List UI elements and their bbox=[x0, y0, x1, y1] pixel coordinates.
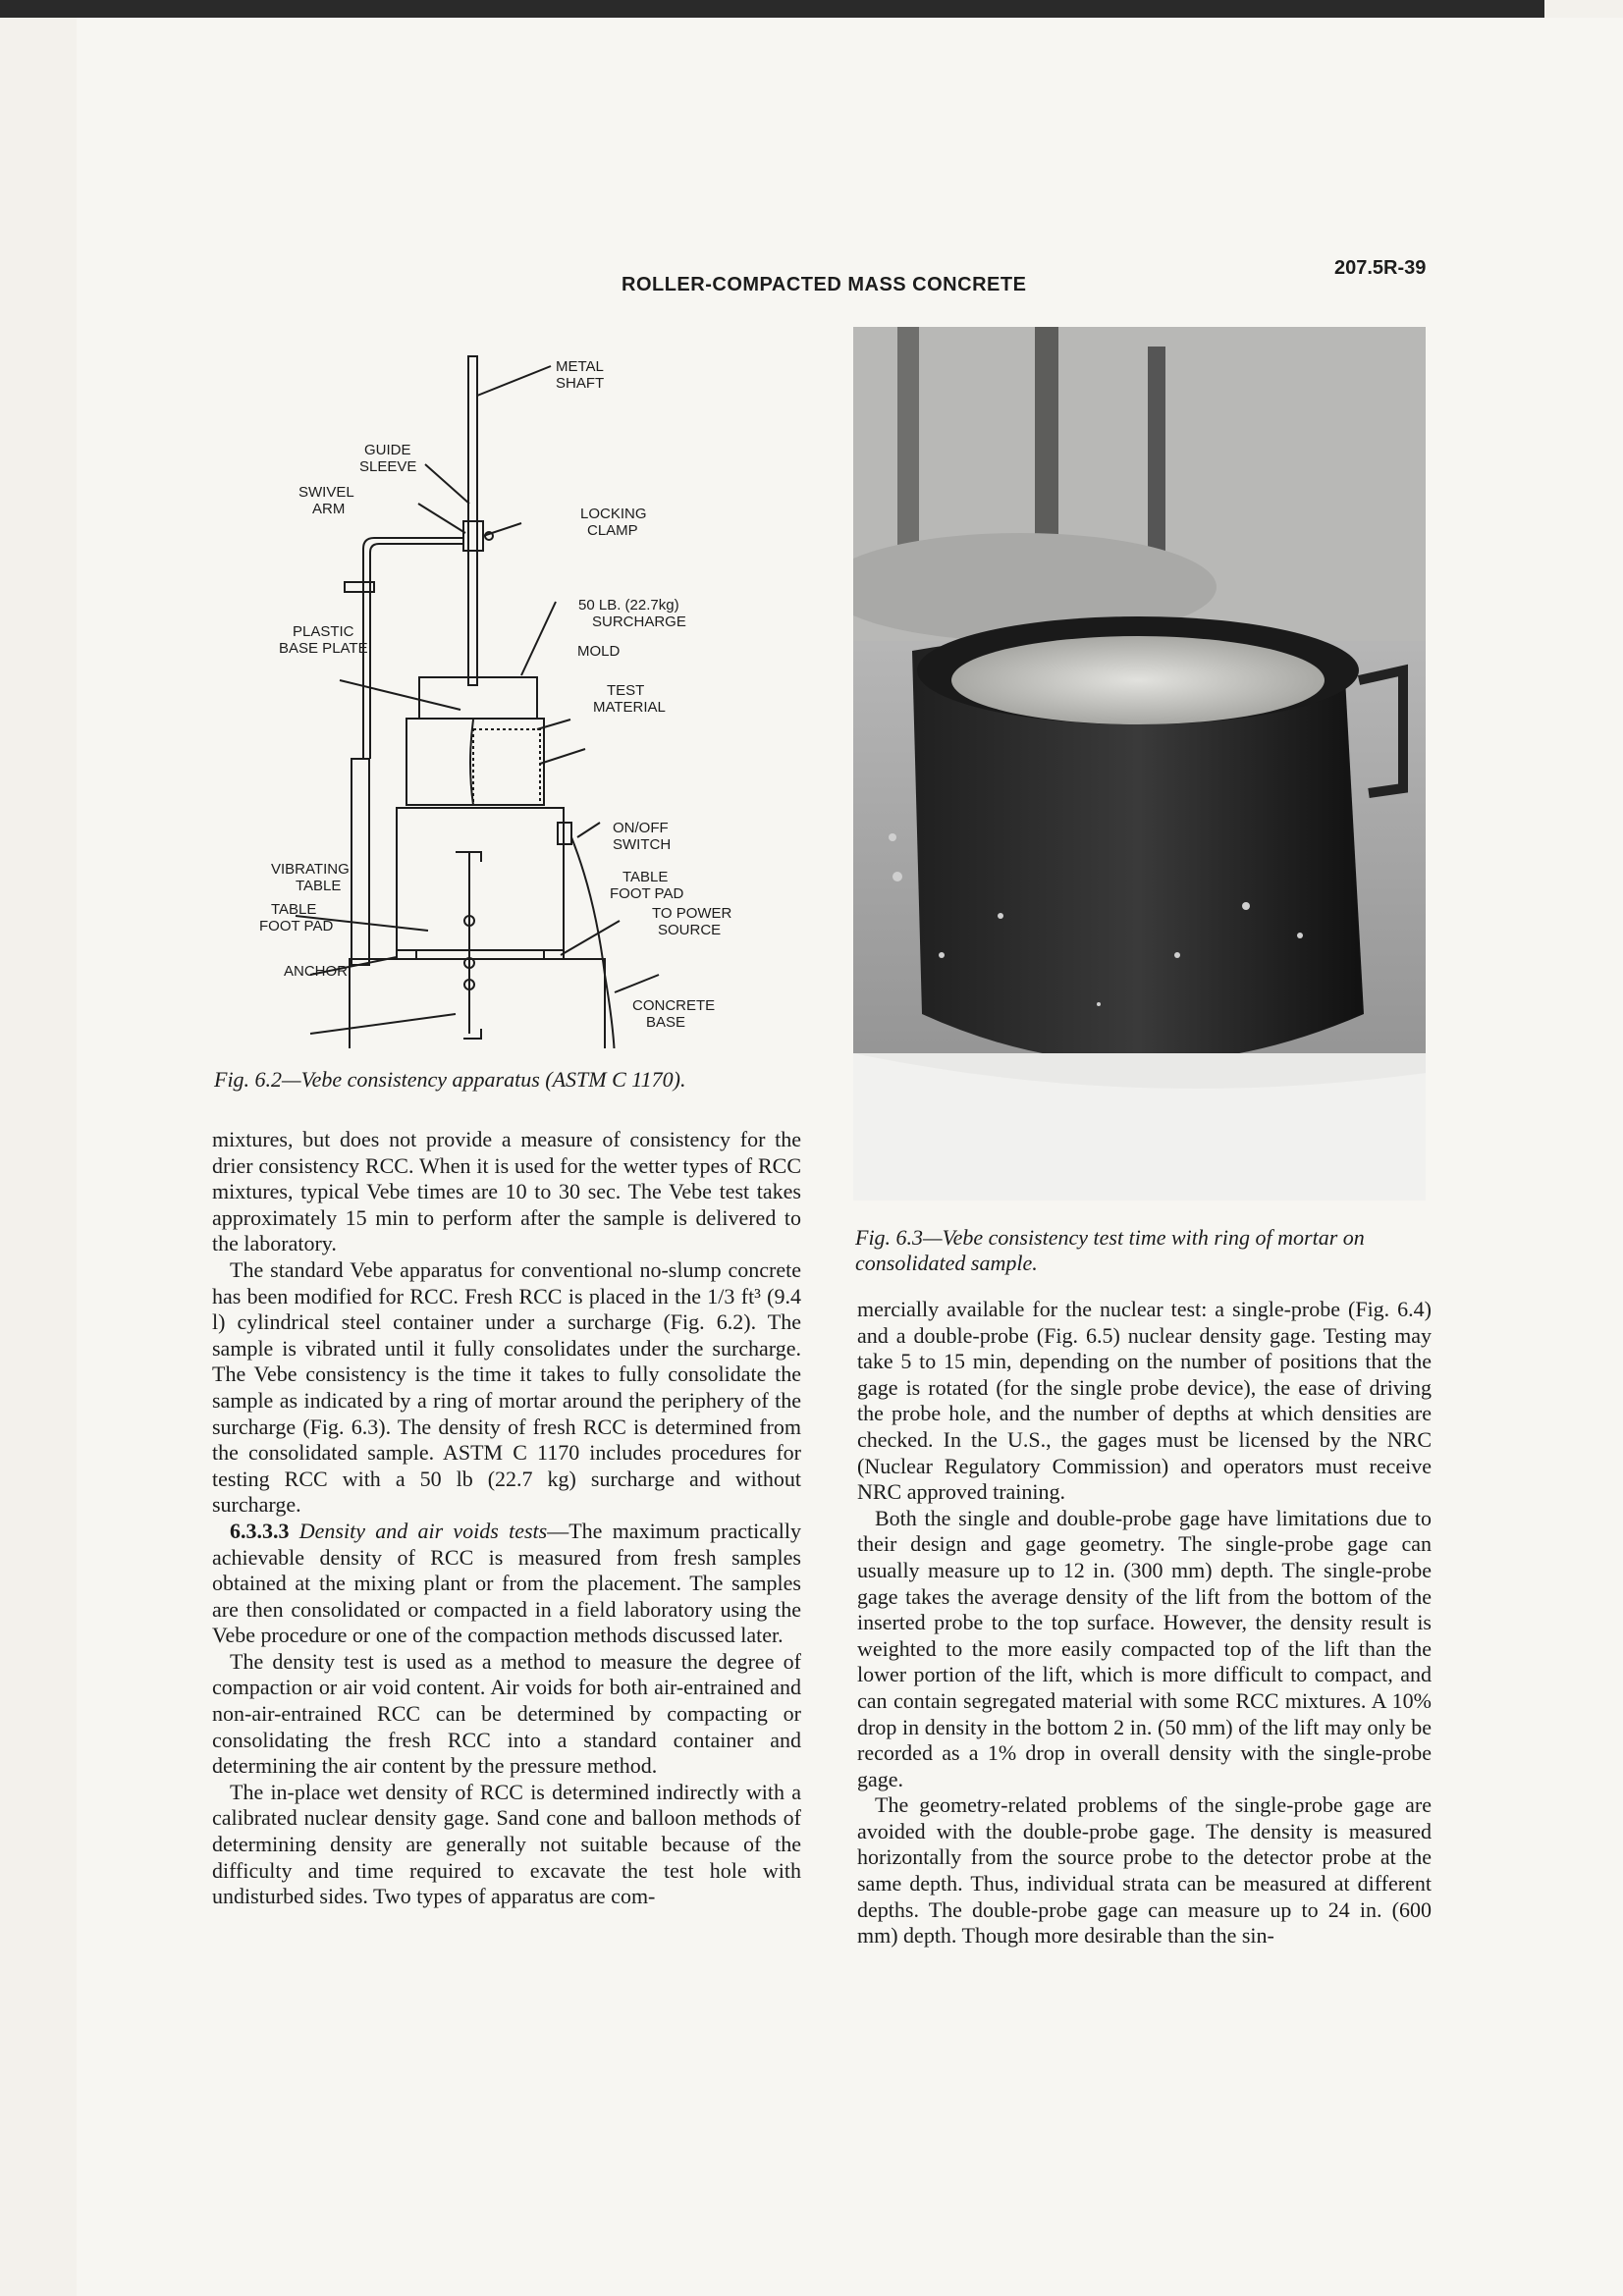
label-on-off-switch-1: ON/OFF bbox=[613, 820, 669, 836]
paragraph: The standard Vebe apparatus for conventional no-slump concrete has been modified for RCC. Fresh RCC is placed in the 1/3 ft³ (9.4 l) cylindrical steel container under a surcharge (Fig. 6.2). The sample is vibrated until it fully consolidates under the surcharge. The Vebe consistency is the time it takes to fully consolidate the sample as indicated by a ring of mortar around the periphery of the surcharge (Fig. 6.3). The density of fresh RCC is determined from the consolidated sample. ASTM C 1170 includes procedures for testing RCC with a 50 lb (22.7 kg) surcharge and without surcharge. bbox=[212, 1256, 801, 1518]
label-power-source-2: SOURCE bbox=[658, 922, 722, 938]
paragraph: The density test is used as a method to measure the degree of compaction or air void content. Air voids for both air-entrained and non-air-entrained RCC can be determined by compacting or consolidating the fresh RCC into a standard container and determining the air content by the pressure method. bbox=[212, 1648, 801, 1779]
page-number: 207.5R-39 bbox=[1334, 257, 1427, 279]
scan-border bbox=[0, 0, 1623, 18]
label-metal-shaft-1: METAL bbox=[556, 358, 604, 375]
paragraph: mixtures, but does not provide a measure of consistency for the drier consistency RCC. When it is used for the wetter types of RCC mixtures, typical Vebe times are 10 to 30 sec. The Vebe test takes approximately 15 min to perform after the sample is delivered to the laboratory. bbox=[212, 1127, 801, 1256]
label-mold: MOLD bbox=[577, 643, 621, 660]
section-title: Density and air voids tests bbox=[298, 1518, 548, 1543]
label-guide-sleeve-1: GUIDE bbox=[364, 442, 411, 458]
label-table-foot-pad-right-2: FOOT PAD bbox=[610, 885, 684, 902]
label-guide-sleeve-2: SLEEVE bbox=[359, 458, 417, 475]
left-column bbox=[212, 1127, 801, 1910]
label-test-material-1: TEST bbox=[607, 682, 645, 699]
label-plastic-base-plate-2: BASE PLATE bbox=[279, 640, 368, 657]
locking-clamp bbox=[463, 521, 483, 551]
label-surcharge-1: 50 LB. (22.7kg) bbox=[578, 597, 679, 614]
swivel-arm bbox=[363, 538, 463, 759]
label-power-source-1: TO POWER bbox=[652, 905, 732, 922]
figure-6-2-caption: Fig. 6.2—Vebe consistency apparatus (ASTM C 1170). bbox=[214, 1067, 686, 1092]
label-concrete-base-2: BASE bbox=[646, 1014, 686, 1031]
figure-6-3-caption: Fig. 6.3—Vebe consistency test time with ring of mortar on consolidated sample. bbox=[855, 1225, 1365, 1275]
label-anchor: ANCHOR bbox=[284, 963, 349, 980]
label-table-foot-pad-right-1: TABLE bbox=[622, 869, 669, 885]
label-plastic-base-plate-1: PLASTIC bbox=[293, 623, 354, 640]
label-swivel-arm-1: SWIVEL bbox=[298, 484, 354, 501]
label-metal-shaft-2: SHAFT bbox=[556, 375, 605, 392]
label-table-foot-pad-left-1: TABLE bbox=[271, 901, 317, 918]
right-column bbox=[857, 1297, 1432, 1949]
anchor-bolt bbox=[456, 852, 481, 1039]
mold bbox=[406, 719, 544, 805]
paragraph: The geometry-related problems of the single-probe gage are avoided with the double-probe gage. The density is measured horizontally from the source probe to the detector probe at the same depth. Thus, individual strata can be measured at different depths. The double-probe gage can measure up to 24 in. (600 mm) depth. Though more desirable than the sin- bbox=[857, 1792, 1432, 1949]
label-swivel-arm-2: ARM bbox=[312, 501, 346, 517]
label-test-material-2: MATERIAL bbox=[593, 699, 666, 716]
running-head: ROLLER-COMPACTED MASS CONCRETE bbox=[622, 274, 1027, 295]
label-vibrating-table-2: TABLE bbox=[296, 878, 342, 894]
paragraph: mercially available for the nuclear test: a single-probe (Fig. 6.4) and a double-probe (Fig. 6.5) nuclear density gage. Testing may take 5 to 15 min, depending on the number of positions that the gage is rotated (for the single probe device), the ease of driving the probe hole, and the number of depths at which densities are checked. In the U.S., the gages must be licensed by the NRC (Nuclear Regulatory Commission) and operators must receive NRC approved training. bbox=[857, 1297, 1432, 1505]
concrete-base bbox=[350, 959, 605, 1048]
section-text: —The maximum practically achievable density of RCC is measured from fresh samples obtained at the mixing plant or from the placement. The samples are then consolidated or compacted in a field laboratory using the Vebe procedure or one of the compaction methods discussed later. bbox=[212, 1518, 801, 1648]
paragraph: The in-place wet density of RCC is determined indirectly with a calibrated nuclear density gage. Sand cone and balloon methods of determining density are generally not suitable because of the difficulty and time required to excavate the test hole with undisturbed sides. Two types of apparatus are com- bbox=[212, 1779, 801, 1909]
section-number: 6.3.3.3 bbox=[230, 1518, 290, 1543]
label-surcharge-2: SURCHARGE bbox=[592, 614, 686, 630]
label-vibrating-table-1: VIBRATING bbox=[271, 861, 350, 878]
figure-6-3-photo bbox=[853, 327, 1426, 1201]
figure-6-2-diagram bbox=[242, 347, 803, 1048]
page bbox=[77, 18, 1623, 2296]
label-locking-clamp-2: CLAMP bbox=[587, 522, 638, 539]
label-table-foot-pad-left-2: FOOT PAD bbox=[259, 918, 334, 934]
label-on-off-switch-2: SWITCH bbox=[613, 836, 672, 853]
section-6-3-3-3 bbox=[212, 1519, 801, 1649]
vibrating-table bbox=[397, 808, 564, 950]
paragraph: Both the single and double-probe gage have limitations due to their design and gage geometry. The single-probe gage can usually measure up to 12 in. (300 mm) depth. The single-probe gage takes the average density of the lift from the bottom of the inserted probe to the top surface. However, the density result is weighted to the more easily compacted top of the lift than the lower portion of the lift, which is more difficult to compact, and can contain segregated material with some RCC mixtures. A 10% drop in density in the bottom 2 in. (50 mm) of the lift may only be recorded as a 1% drop in overall density with the single-probe gage. bbox=[857, 1505, 1432, 1791]
label-concrete-base-1: CONCRETE bbox=[632, 997, 716, 1014]
guide-post bbox=[352, 759, 369, 965]
test-material bbox=[473, 729, 540, 805]
label-locking-clamp-1: LOCKING bbox=[580, 506, 647, 522]
